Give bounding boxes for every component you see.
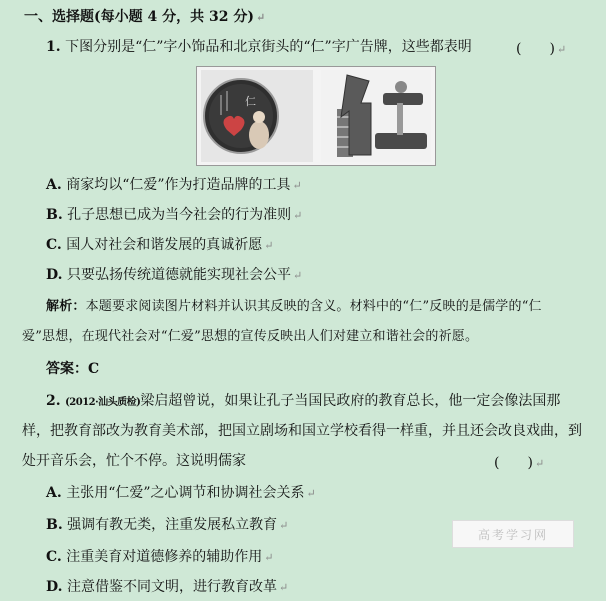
option-text: 孔子思想已成为当今社会的行为准则 (67, 207, 292, 223)
return-mark: ↵ (292, 179, 302, 192)
return-mark: ↵ (264, 551, 274, 564)
q2-stem-line-2 (22, 422, 582, 440)
q2-stem-line-3 (22, 452, 246, 470)
option-text: 注重美育对道德修养的辅助作用 (66, 549, 263, 565)
section-title-text: 一、选择题(每小题 4 分，共 32 分) (24, 9, 254, 25)
scaffold-right (397, 103, 403, 135)
return-mark: ↵ (264, 239, 274, 252)
q1-answer-parentheses (516, 38, 566, 58)
answer-value: C (88, 361, 100, 377)
option-text: 强调有教无类，注重发展私立教育 (67, 517, 278, 533)
q1-answer (46, 360, 99, 378)
q1-number: 1. (46, 39, 61, 55)
option-label: A. (46, 485, 62, 501)
analysis-label: 解析： (46, 299, 86, 314)
q2-text: 样，把教育部改为教育美术部，把国立剧场和国立学校看得一样重，并且还会改良戏曲，到 (22, 423, 582, 439)
q2-option-c (46, 548, 273, 567)
option-label: C. (46, 237, 62, 253)
q2-paren-text: ( ) (494, 455, 533, 471)
q1-stem (46, 38, 472, 56)
section-title (24, 8, 265, 27)
option-text: 商家均以“仁爱”作为打造品牌的工具 (66, 177, 291, 193)
q2-answer-parentheses (494, 452, 544, 472)
return-mark: ↵ (279, 519, 289, 532)
q1-option-c (46, 236, 273, 255)
q2-number: 2. (46, 393, 61, 409)
return-mark: ↵ (534, 457, 545, 470)
option-label: B. (46, 207, 63, 223)
watermark-text: 高考学习网 (477, 527, 548, 542)
option-label: D. (46, 579, 63, 595)
q2-option-a (46, 484, 316, 503)
q2-text: 梁启超曾说，如果让孔子当国民政府的教育总长，他一定会像法国那 (140, 393, 561, 409)
figurine (249, 121, 269, 149)
return-mark: ↵ (255, 11, 266, 24)
sign-stroke-bottom (375, 133, 427, 149)
q2-stem-line-1 (46, 392, 560, 412)
q1-paren-text: ( ) (516, 41, 555, 57)
worker (395, 81, 407, 93)
option-label: C. (46, 549, 62, 565)
answer-label: 答案： (46, 361, 88, 377)
option-text: 主张用“仁爱”之心调节和协调社会关系 (66, 485, 305, 501)
option-label: B. (46, 517, 63, 533)
q2-text: 处开音乐会，忙个不停。这说明儒家 (22, 453, 246, 469)
option-text: 只要弘扬传统道德就能实现社会公平 (66, 267, 291, 283)
q1-figure (196, 66, 436, 166)
q2-source: (2012·汕头质检) (65, 397, 141, 408)
q1-stem-text: 下图分别是“仁”字小饰品和北京街头的“仁”字广告牌，这些都表明 (65, 39, 472, 55)
return-mark: ↵ (306, 487, 316, 500)
q1-analysis-line-2 (22, 328, 478, 346)
option-label: D. (46, 267, 63, 283)
q2-option-d (46, 578, 288, 597)
analysis-text: 本题要求阅读图片材料并认识其反映的含义。材料中的“仁”反映的是儒学的“仁 (85, 299, 542, 314)
q1-analysis-line-1 (46, 298, 542, 316)
return-mark: ↵ (556, 43, 567, 56)
return-mark: ↵ (292, 269, 303, 282)
q1-option-b (46, 206, 302, 225)
q2-option-b (46, 516, 288, 535)
option-text: 注意借鉴不同文明，进行教育改革 (66, 579, 277, 595)
return-mark: ↵ (293, 209, 303, 222)
option-label: A. (46, 177, 62, 193)
q1-option-a (46, 176, 302, 195)
ornament-character: 仁 (245, 95, 256, 108)
q1-figure-graphic (197, 67, 435, 165)
q1-option-d (46, 266, 302, 285)
return-mark: ↵ (278, 581, 289, 594)
watermark-stamp (452, 520, 574, 548)
option-text: 国人对社会和谐发展的真诚祈愿 (66, 237, 263, 253)
analysis-text: 爱”思想，在现代社会对“仁爱”思想的宣传反映出人们对建立和谐社会的祈愿。 (22, 329, 479, 344)
